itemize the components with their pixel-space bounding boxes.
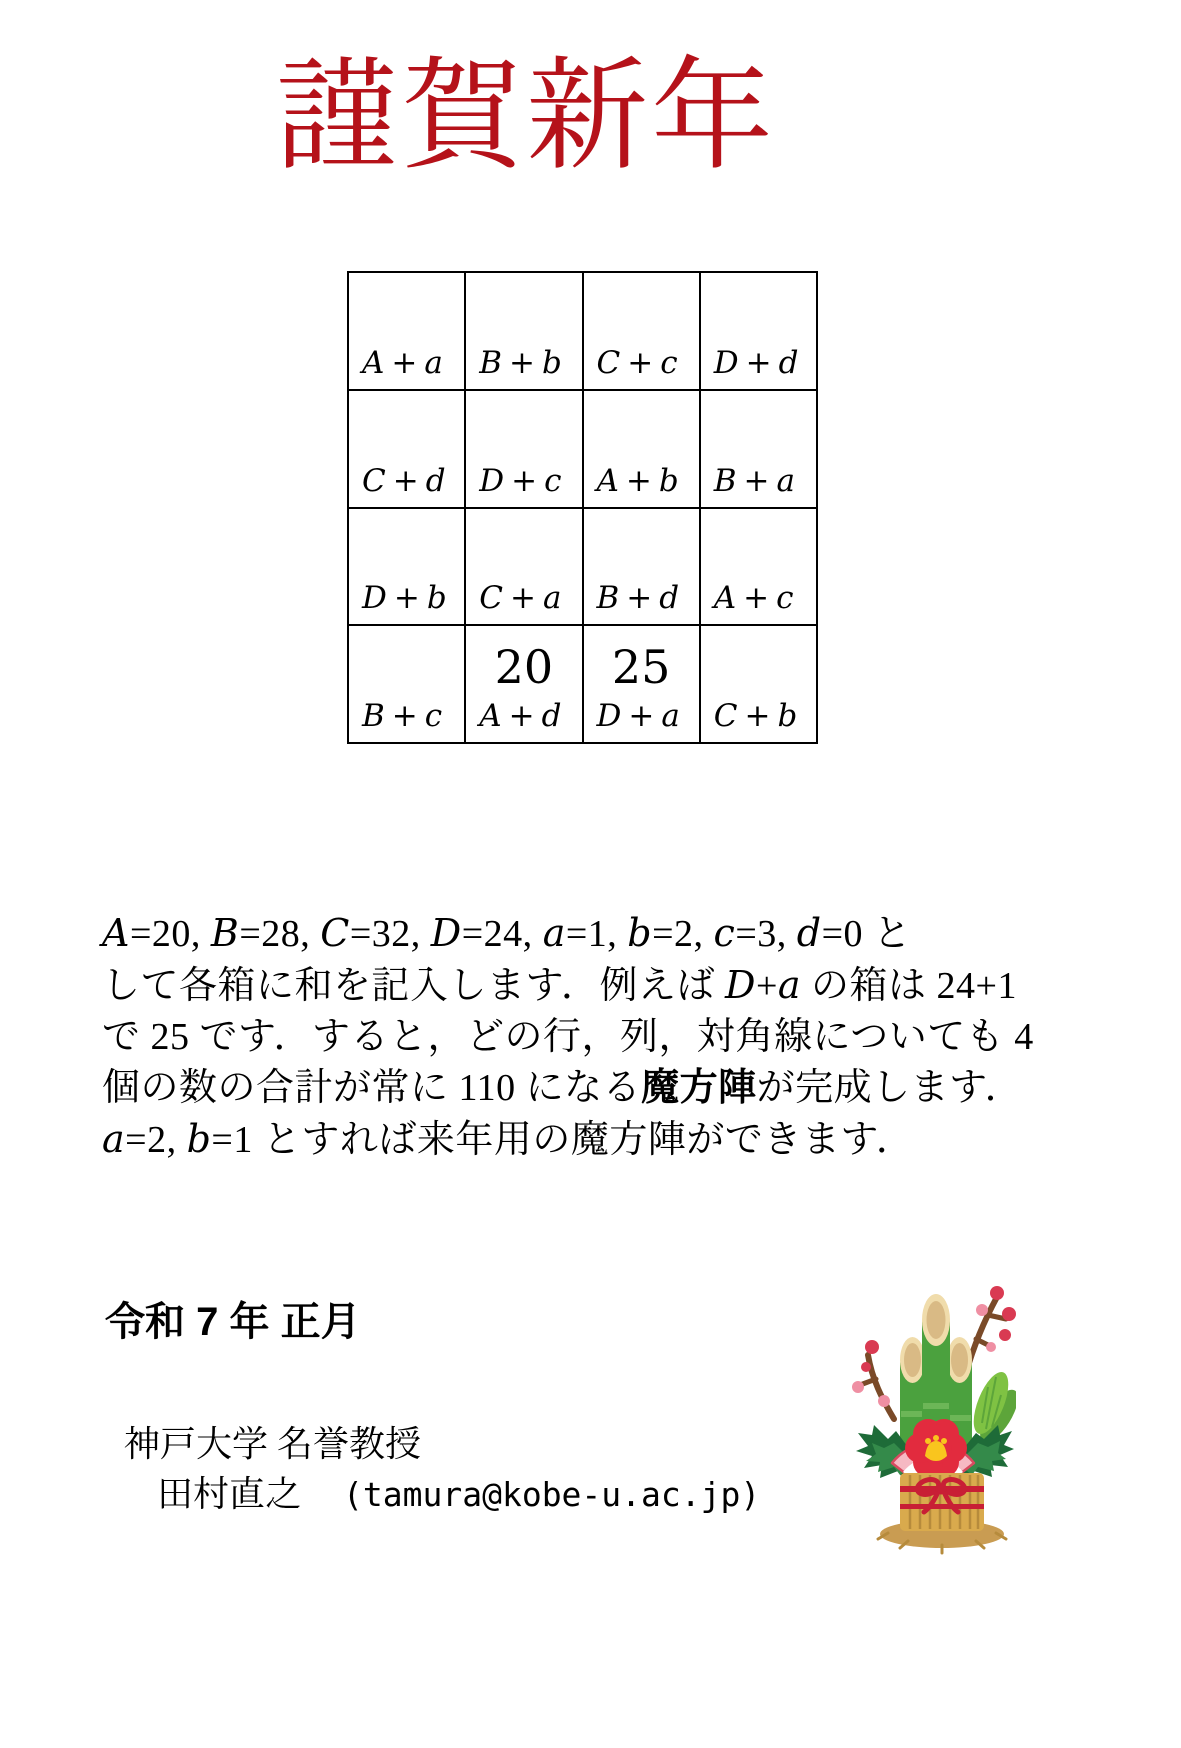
grid-cell-r3c1 [466,626,583,744]
grid-cell-r3c0 [349,626,466,744]
text-segment: D [724,963,756,1007]
grid-cell-r1c2 [584,391,701,509]
page-title: 謹賀新年 [276,50,776,185]
plum-branch-right-icon [966,1286,1016,1373]
cell-expression: A + d [479,698,562,734]
text-segment: 個の数の合計が常に 110 になる [102,1067,642,1109]
grid-cell-r3c2 [584,626,701,744]
cell-expression: B + a [713,462,795,499]
grid-cell-r0c1 [466,273,583,391]
cell-expression: D + c [479,462,562,499]
grid-cell-r2c0 [349,509,466,627]
kadomatsu-illustration [848,1283,1016,1559]
affiliation-line: 神戸大学 名誉教授 [124,1424,422,1464]
text-segment: =24, [461,913,543,955]
text-segment: D [430,911,462,955]
magic-square-grid [347,271,818,744]
text-segment: b [627,911,653,955]
text-segment: で 25 です．すると，どの行，列，対角線についても 4 [102,1016,1034,1058]
grid-cell-r0c2 [584,273,701,391]
date-line: 令和 7 年 正月 [105,1300,361,1344]
text-segment: a [542,911,566,955]
author-name: 田村直之 [157,1474,302,1514]
cell-expression: D + b [362,580,447,617]
signature-line [157,1466,760,1517]
grid-cell-r2c1 [466,509,583,627]
cell-expression: D + a [596,698,680,734]
text-segment: C [320,911,350,955]
grid-cell-r3c3 [701,626,818,744]
grid-cell-value: 20 [494,640,554,695]
text-segment: =1 とすれば来年用の魔方陣ができます． [211,1119,915,1161]
text-segment: =1, [565,913,628,955]
text-segment: の箱は 24+1 [801,965,1017,1007]
explanation-paragraph [102,908,1102,1166]
cell-expression: A + c [713,580,794,617]
cell-expression: C + c [596,344,678,381]
text-segment: B [210,911,240,955]
plum-branch-left-icon [852,1340,894,1419]
grid-cell-r2c2 [584,509,701,627]
text-segment: =28, [239,913,321,955]
straw-base-icon [900,1473,984,1531]
text-segment: c [713,911,736,955]
cell-expression: C + d [362,462,446,499]
author-email: (tamura@kobe-u.ac.jp) [343,1475,761,1514]
grid-cell-r1c3 [701,391,818,509]
cell-expression: C + a [479,580,562,617]
text-segment: が完成します． [756,1067,1024,1109]
grid-cell-r1c0 [349,391,466,509]
text-segment: A [102,911,130,955]
text-segment: =3, [735,913,797,955]
text-segment: して各箱に和を記入します．例えば [102,965,725,1007]
text-segment: d [796,911,822,955]
grid-cell-r2c3 [701,509,818,627]
text-segment: =20, [129,913,211,955]
cell-expression: B + b [479,344,562,381]
cell-expression: B + d [596,580,680,617]
text-segment: a [102,1117,126,1161]
text-segment: =0 と [821,913,912,955]
grid-cell-r0c0 [349,273,466,391]
text-segment: =2, [652,913,714,955]
grid-cell-r1c1 [466,391,583,509]
cell-expression: D + d [713,344,799,381]
text-segment: a [777,963,802,1007]
cell-expression: B + c [362,698,443,734]
cell-expression: A + a [362,344,443,381]
cell-expression: C + b [713,698,798,734]
text-segment: + [755,965,778,1007]
text-segment: b [186,1117,212,1161]
grid-cell-r0c3 [701,273,818,391]
text-segment: =32, [349,913,431,955]
text-segment: 魔方陣 [641,1067,757,1109]
cell-expression: A + b [596,462,679,499]
grid-cell-value: 25 [611,640,671,695]
text-segment: =2, [125,1119,187,1161]
